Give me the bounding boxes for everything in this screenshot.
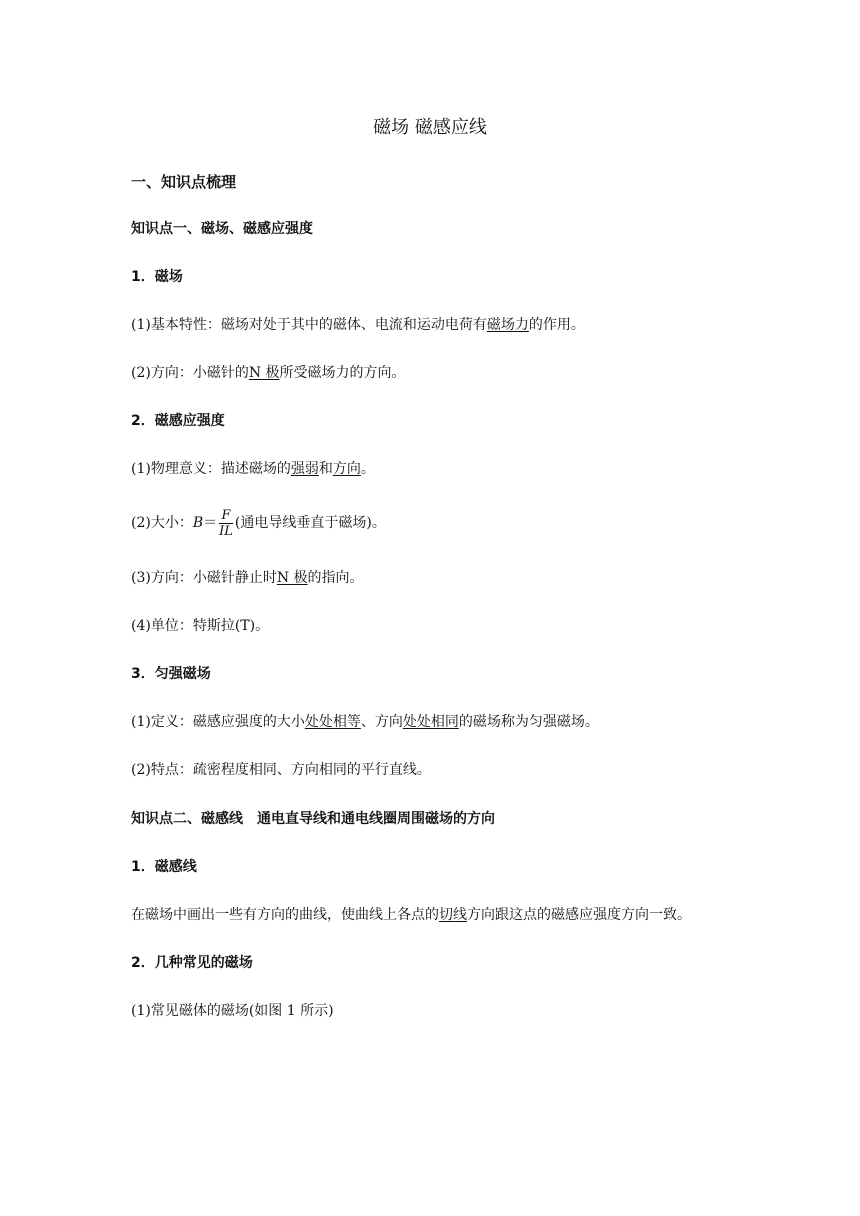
text: (2)大小： [131, 515, 193, 531]
text: 所受磁场力的方向。 [279, 365, 406, 381]
text: 的指向。 [307, 570, 364, 586]
paragraph [131, 315, 585, 335]
paragraph: (2)特点：疏密程度相同、方向相同的平行直线。 [131, 762, 431, 778]
answer-underline: 强弱 [290, 461, 319, 477]
subheading-text: 1．磁场 [131, 269, 183, 285]
answer-underline: 切线 [439, 907, 467, 923]
text: (1)基本特性：磁场对处于其中的磁体、电流和运动电荷有 [131, 317, 487, 333]
subheading-text: 3．匀强磁场 [131, 666, 211, 682]
paragraph: (4)单位：特斯拉(T)。 [131, 618, 270, 634]
text: (3)方向：小磁针静止时 [131, 570, 277, 586]
text: 。 [360, 461, 375, 477]
subheading-text: 2．磁感应强度 [131, 413, 225, 429]
paragraph [131, 905, 691, 925]
fraction-numerator: F [219, 508, 233, 524]
paragraph [131, 363, 406, 383]
text: (通电导线垂直于磁场)。 [234, 515, 386, 531]
answer-underline: N 极 [248, 365, 280, 381]
fraction-denominator: IL [219, 523, 233, 539]
knowledge-point-heading: 知识点一、磁场、磁感应强度 [131, 221, 313, 237]
subheading-common-fields [131, 953, 253, 973]
text: (1)物理意义：描述磁场的 [131, 461, 291, 477]
subheading-text: 2．几种常见的磁场 [131, 955, 253, 971]
formula-paragraph [131, 506, 386, 540]
answer-underline: 磁场力 [486, 317, 529, 333]
answer-underline: 处处相等 [304, 714, 361, 730]
paragraph: (1)常见磁体的磁场(如图 1 所示) [131, 1003, 334, 1019]
text: 方向跟这点的磁感应强度方向一致。 [467, 907, 691, 923]
page-title: 磁场 磁感应线 [373, 117, 487, 138]
subheading-field-lines [131, 857, 197, 877]
section-heading: 一、知识点梳理 [131, 173, 237, 191]
answer-underline: 处处相同 [402, 714, 459, 730]
paragraph [131, 712, 599, 732]
text: 的磁场称为匀强磁场。 [458, 714, 599, 730]
subheading-magnetic-field [131, 267, 183, 287]
answer-underline: N 极 [276, 570, 308, 586]
paragraph [131, 568, 364, 588]
text: (2)方向：小磁针的 [131, 365, 249, 381]
subheading-uniform-field [131, 664, 211, 684]
text: (1)定义：磁感应强度的大小 [131, 714, 305, 730]
variable-b: B [192, 515, 204, 531]
knowledge-point-heading: 知识点二、磁感线 通电直导线和通电线圈周围磁场的方向 [131, 811, 495, 827]
subheading-induction [131, 411, 225, 431]
equals-sign: ＝ [203, 515, 218, 531]
paragraph [131, 459, 375, 479]
text: 的作用。 [528, 317, 585, 333]
text: 在磁场中画出一些有方向的曲线，使曲线上各点的 [131, 907, 439, 923]
text: 、方向 [360, 714, 403, 730]
fraction [219, 508, 233, 539]
subheading-text: 1．磁感线 [131, 859, 197, 875]
answer-underline: 方向 [332, 461, 361, 477]
text: 和 [318, 461, 333, 477]
